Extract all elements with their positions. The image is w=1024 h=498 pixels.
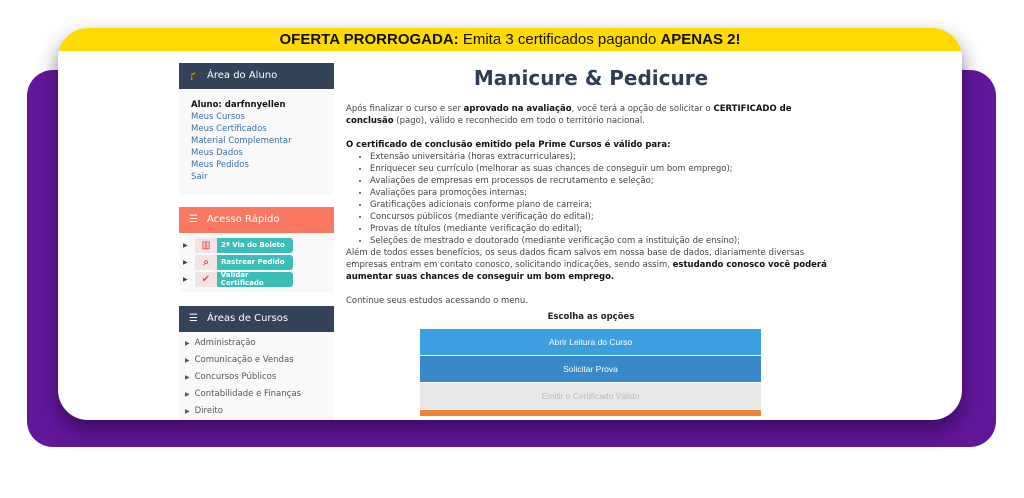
graduation-cap-icon: 🎓 xyxy=(189,70,202,81)
course-areas-header xyxy=(179,306,334,332)
sidebar xyxy=(179,63,334,420)
caret-right-icon: ▶ xyxy=(183,275,188,283)
list-item: • Gratificações adicionais conforme plano de carreira; xyxy=(370,199,836,211)
text: , você terá a opção de solicitar o xyxy=(571,104,714,114)
text: Além de todos esses benefícios, os seus dados ficam salvos em nossa base de dados, diariamente diversas empresas entram em contato conosco, solicitando indicações, sendo assim, xyxy=(346,248,805,270)
orange-button-partial[interactable] xyxy=(420,410,761,416)
list-item: • Extensão universitária (horas extracurriculares); xyxy=(370,151,836,163)
caret-right-icon: ▶ xyxy=(183,241,188,249)
link-meus-certificados[interactable]: Meus Certificados xyxy=(191,124,267,134)
promo-banner[interactable] xyxy=(58,28,962,51)
list-item: • Avaliações de empresas em processos de recrutamento e seleção; xyxy=(370,175,836,187)
course-areas-title: Áreas de Cursos xyxy=(207,313,289,324)
quick-item-boleto[interactable] xyxy=(183,237,330,253)
list-icon: ☰ xyxy=(189,313,198,324)
open-course-button[interactable]: Abrir Leitura do Curso xyxy=(420,329,761,355)
course-area-item[interactable] xyxy=(179,335,334,352)
list-item: • Concursos públicos (mediante verificação do edital); xyxy=(370,211,836,223)
student-area-title: Área do Aluno xyxy=(207,70,278,81)
caret-right-icon: ▶ xyxy=(185,408,190,415)
caret-right-icon: ▶ xyxy=(185,340,190,347)
issue-certificate-button[interactable]: Emitir o Certificado Válido xyxy=(420,383,761,409)
list-item: • Avaliações para promoções internas; xyxy=(370,187,836,199)
student-area-header xyxy=(179,63,334,89)
promo-bold-2: APENAS 2! xyxy=(660,31,741,48)
link-meus-cursos[interactable]: Meus Cursos xyxy=(191,112,245,122)
quick-item-label: Validar Certificado xyxy=(220,271,264,287)
intro-paragraph xyxy=(346,103,836,127)
barcode-icon: ▥ xyxy=(195,238,217,253)
link-material-complementar[interactable]: Material Complementar xyxy=(191,136,292,146)
course-area-item[interactable] xyxy=(179,369,334,386)
link-sair[interactable]: Sair xyxy=(191,172,208,182)
quick-item-label: 2ª Via do Boleto xyxy=(221,241,285,249)
course-area-label: Concursos Públicos xyxy=(194,372,277,382)
request-exam-button[interactable]: Solicitar Prova xyxy=(420,356,761,382)
valid-heading xyxy=(346,139,836,151)
promo-bold: OFERTA PRORROGADA: xyxy=(279,31,459,48)
course-area-item[interactable] xyxy=(179,403,334,420)
options-heading: Escolha as opções xyxy=(547,312,635,322)
course-area-label: Comunicação e Vendas xyxy=(194,355,294,365)
caret-right-icon: ▶ xyxy=(185,374,190,381)
main-content xyxy=(346,63,836,417)
page-title: Manicure & Pedicure xyxy=(473,66,709,90)
caret-right-icon: ▶ xyxy=(185,357,190,364)
caret-right-icon: ▶ xyxy=(183,258,188,266)
text: (pago), válido e reconhecido em todo o território nacional. xyxy=(393,116,645,126)
course-area-label: Administração xyxy=(194,338,256,348)
text-bold: estudando conosco você poderá aumentar suas chances de conseguir um bom emprego. xyxy=(346,260,827,282)
link-meus-pedidos[interactable]: Meus Pedidos xyxy=(191,160,249,170)
quick-access-header xyxy=(179,207,334,233)
course-areas-list xyxy=(179,332,334,420)
promo-text: Emita 3 certificados pagando xyxy=(458,31,661,48)
student-area-panel xyxy=(179,89,334,195)
quick-access-title: Acesso Rápido xyxy=(207,214,280,225)
list-item: • Provas de títulos (mediante verificação do edital); xyxy=(370,223,836,235)
text-bold: aprovado na avaliação xyxy=(463,104,572,114)
list-item: • Seleções de mestrado e doutorado (mediante verificação com a instituição de ensino); xyxy=(370,235,836,247)
link-meus-dados[interactable]: Meus Dados xyxy=(191,148,243,158)
course-area-item[interactable] xyxy=(179,352,334,369)
text-bold: CERTIFICADO de conclusão xyxy=(346,104,792,126)
text: Após finalizar o curso e ser xyxy=(346,104,464,114)
course-area-label: Direito xyxy=(194,406,223,416)
list-icon: ☰ xyxy=(189,214,198,225)
quick-item-label: Rastrear Pedido xyxy=(221,258,285,266)
valid-list xyxy=(370,151,836,247)
text-bold: O certificado de conclusão emitido pela Prime Cursos é válido para: xyxy=(346,140,671,150)
continue-text: Continue seus estudos acessando o menu. xyxy=(346,296,528,306)
quick-item-validar[interactable] xyxy=(183,271,330,287)
screenshot-card xyxy=(58,28,962,420)
course-area-item[interactable] xyxy=(179,386,334,403)
course-area-label: Contabilidade e Finanças xyxy=(194,389,301,399)
benefits-paragraph xyxy=(346,247,836,283)
list-item: • Enriquecer seu currículo (melhorar as suas chances de conseguir um bom emprego); xyxy=(370,163,836,175)
caret-right-icon: ▶ xyxy=(185,391,190,398)
checkmark-icon: ✔ xyxy=(195,272,217,287)
student-name: Aluno: darfnnyellen xyxy=(191,100,286,110)
magnifier-icon: ⌕ xyxy=(195,255,217,270)
quick-item-rastrear[interactable] xyxy=(183,254,330,270)
quick-access-panel xyxy=(179,233,334,292)
